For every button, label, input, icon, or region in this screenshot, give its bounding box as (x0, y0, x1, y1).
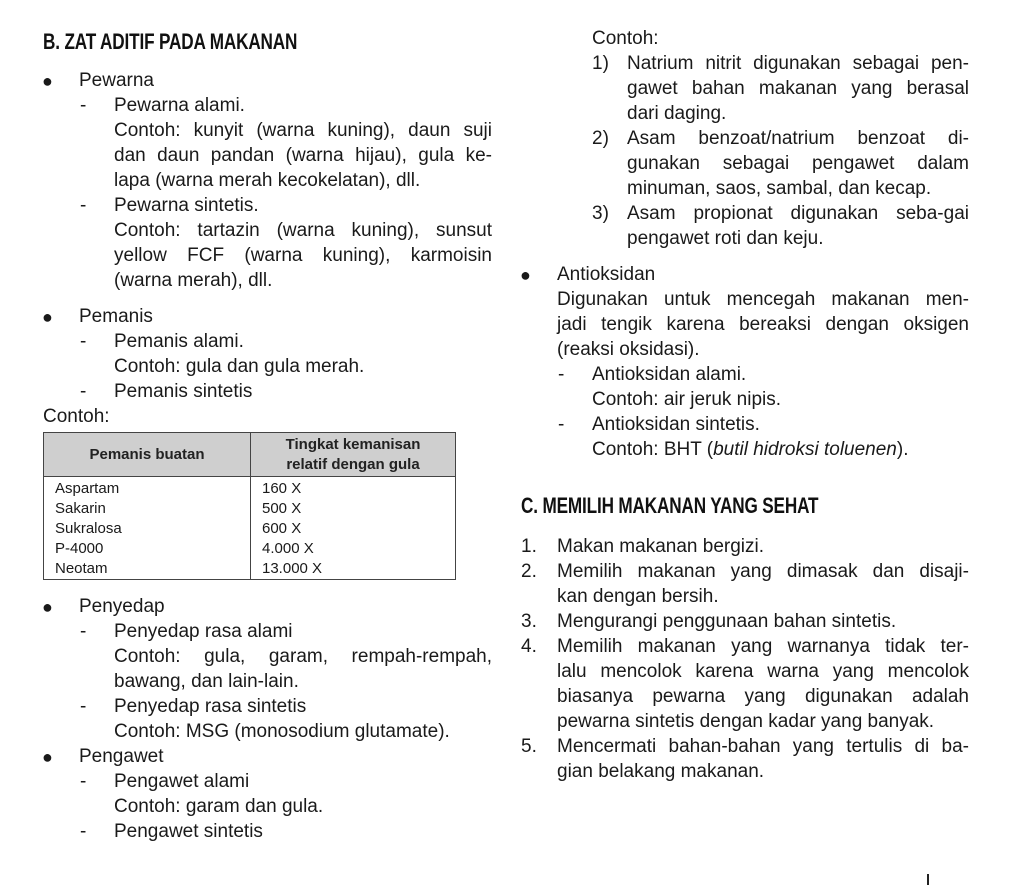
pemanis-sintetis-label: Pemanis sintetis (114, 381, 253, 402)
example-line: Natrium nitrit digunakan sebagai pen- (627, 53, 969, 74)
pewarna-alami-line: lapa (warna merah kecokelatan), dll. (114, 170, 421, 191)
dash-marker: - (80, 95, 87, 116)
example-number: 1) (592, 53, 609, 74)
example-line: Asam propionat digunakan seba-gai (627, 203, 969, 224)
pemanis-contoh-label: Contoh: (43, 406, 110, 427)
table-cell: Aspartam (44, 477, 251, 500)
table-cell: 600 X (251, 519, 456, 539)
pengawet-sintetis-label: Pengawet sintetis (114, 821, 263, 842)
pemanis-alami-label: Pemanis alami. (114, 331, 244, 352)
pewarna-alami-line: Contoh: kunyit (warna kuning), daun suji (114, 120, 492, 141)
table-cell: Neotam (44, 559, 251, 580)
antioksidan-alami-line: Contoh: air jeruk nipis. (592, 389, 782, 410)
dash-marker: - (80, 621, 87, 642)
table-header-line: Tingkat kemanisan (285, 435, 421, 453)
example-line: Asam benzoat/natrium benzoat di- (627, 128, 969, 149)
pengawet-contoh-label: Contoh: (592, 28, 659, 49)
penyedap-alami-line: bawang, dan lain-lain. (114, 671, 299, 692)
antioksidan-alami-label: Antioksidan alami. (592, 364, 747, 385)
table-cell: Sakarin (44, 499, 251, 519)
list-item: gian belakang makanan. (557, 761, 765, 782)
pemanis-label: Pemanis (79, 306, 153, 327)
table-row (44, 559, 456, 580)
example-line: minuman, saos, sambal, dan kecap. (627, 178, 932, 199)
table-cell: 13.000 X (251, 559, 456, 580)
bullet-icon: ● (42, 307, 53, 327)
bht-suffix: ). (896, 439, 909, 460)
penyedap-alami-label: Penyedap rasa alami (114, 621, 293, 642)
list-number: 3. (521, 611, 537, 632)
antioksidan-sintetis-line (592, 437, 909, 462)
list-item: Memilih makanan yang dimasak dan disaji- (557, 561, 969, 582)
bullet-icon: ● (520, 265, 531, 285)
table-row (44, 477, 456, 500)
penyedap-sintetis-line: Contoh: MSG (monosodium glutamate). (114, 721, 450, 742)
list-item: Mencermati bahan-bahan yang tertulis di ba- (557, 736, 969, 757)
pewarna-alami-label: Pewarna alami. (114, 95, 245, 116)
section-c-title: C. MEMILIH MAKANAN YANG SEHAT (521, 493, 819, 518)
dash-marker: - (80, 195, 87, 216)
page-edge-mark (927, 874, 929, 885)
list-item: lalu mencolok karena warna yang mencolok (557, 661, 969, 682)
list-item: kan dengan bersih. (557, 586, 719, 607)
list-item: biasanya pewarna yang digunakan adalah (557, 686, 969, 707)
antioksidan-desc-line: Digunakan untuk mencegah makanan men- (557, 289, 969, 310)
pewarna-sintetis-line: Contoh: tartazin (warna kuning), sunsut (114, 220, 492, 241)
list-number: 4. (521, 636, 537, 657)
table-cell: 160 X (251, 477, 456, 500)
bullet-icon: ● (42, 71, 53, 91)
penyedap-alami-line: Contoh: gula, garam, rempah-rempah, (114, 646, 492, 667)
table-cell: Sukralosa (44, 519, 251, 539)
list-number: 2. (521, 561, 537, 582)
dash-marker: - (80, 331, 87, 352)
example-line: gunakan sebagai pengawet dalam (627, 153, 969, 174)
list-number: 5. (521, 736, 537, 757)
list-number: 1. (521, 536, 537, 557)
bullet-icon: ● (42, 597, 53, 617)
table-cell: 500 X (251, 499, 456, 519)
pewarna-sintetis-line: (warna merah), dll. (114, 270, 273, 291)
pewarna-label: Pewarna (79, 70, 154, 91)
dash-marker: - (80, 381, 87, 402)
bullet-icon: ● (42, 747, 53, 767)
table-cell: P-4000 (44, 539, 251, 559)
table-row (44, 519, 456, 539)
dash-marker: - (558, 364, 565, 385)
pewarna-alami-line: dan daun pandan (warna hijau), gula ke- (114, 145, 492, 166)
table-row (44, 499, 456, 519)
dash-marker: - (558, 414, 565, 435)
antioksidan-desc-line: jadi tengik karena bereaksi dengan oksigen (557, 314, 969, 335)
dash-marker: - (80, 821, 87, 842)
table-cell: 4.000 X (251, 539, 456, 559)
dash-marker: - (80, 696, 87, 717)
pemanis-alami-line: Contoh: gula dan gula merah. (114, 356, 365, 377)
example-line: gawet bahan makanan yang berasal (627, 78, 969, 99)
pewarna-sintetis-label: Pewarna sintetis. (114, 195, 259, 216)
dash-marker: - (80, 771, 87, 792)
list-item: Memilih makanan yang warnanya tidak ter- (557, 636, 969, 657)
example-line: pengawet roti dan keju. (627, 228, 824, 249)
list-item: Mengurangi penggunaan bahan sintetis. (557, 611, 897, 632)
antioksidan-sintetis-label: Antioksidan sintetis. (592, 414, 760, 435)
antioksidan-label: Antioksidan (557, 264, 656, 285)
table-header-line: relatif dengan gula (286, 455, 420, 473)
example-line: dari daging. (627, 103, 727, 124)
pengawet-alami-line: Contoh: garam dan gula. (114, 796, 324, 817)
pengawet-label: Pengawet (79, 746, 164, 767)
pengawet-alami-label: Pengawet alami (114, 771, 250, 792)
pewarna-sintetis-line: yellow FCF (warna kuning), karmoisin (114, 245, 492, 266)
penyedap-sintetis-label: Penyedap rasa sintetis (114, 696, 307, 717)
table-row (44, 539, 456, 559)
list-item: pewarna sintetis dengan kadar yang banyak. (557, 711, 935, 732)
section-b-title: B. ZAT ADITIF PADA MAKANAN (43, 29, 298, 54)
example-number: 3) (592, 203, 609, 224)
sweetener-table (43, 432, 456, 580)
antioksidan-desc-line: (reaksi oksidasi). (557, 339, 700, 360)
table-header-cell: Pemanis buatan (44, 433, 251, 477)
table-header-row (44, 433, 456, 477)
bht-prefix: Contoh: BHT ( (592, 439, 714, 460)
table-header-cell (251, 433, 456, 477)
list-item: Makan makanan bergizi. (557, 536, 764, 557)
example-number: 2) (592, 128, 609, 149)
penyedap-label: Penyedap (79, 596, 165, 617)
bht-italic-term: butil hidroksi toluenen (713, 439, 897, 460)
